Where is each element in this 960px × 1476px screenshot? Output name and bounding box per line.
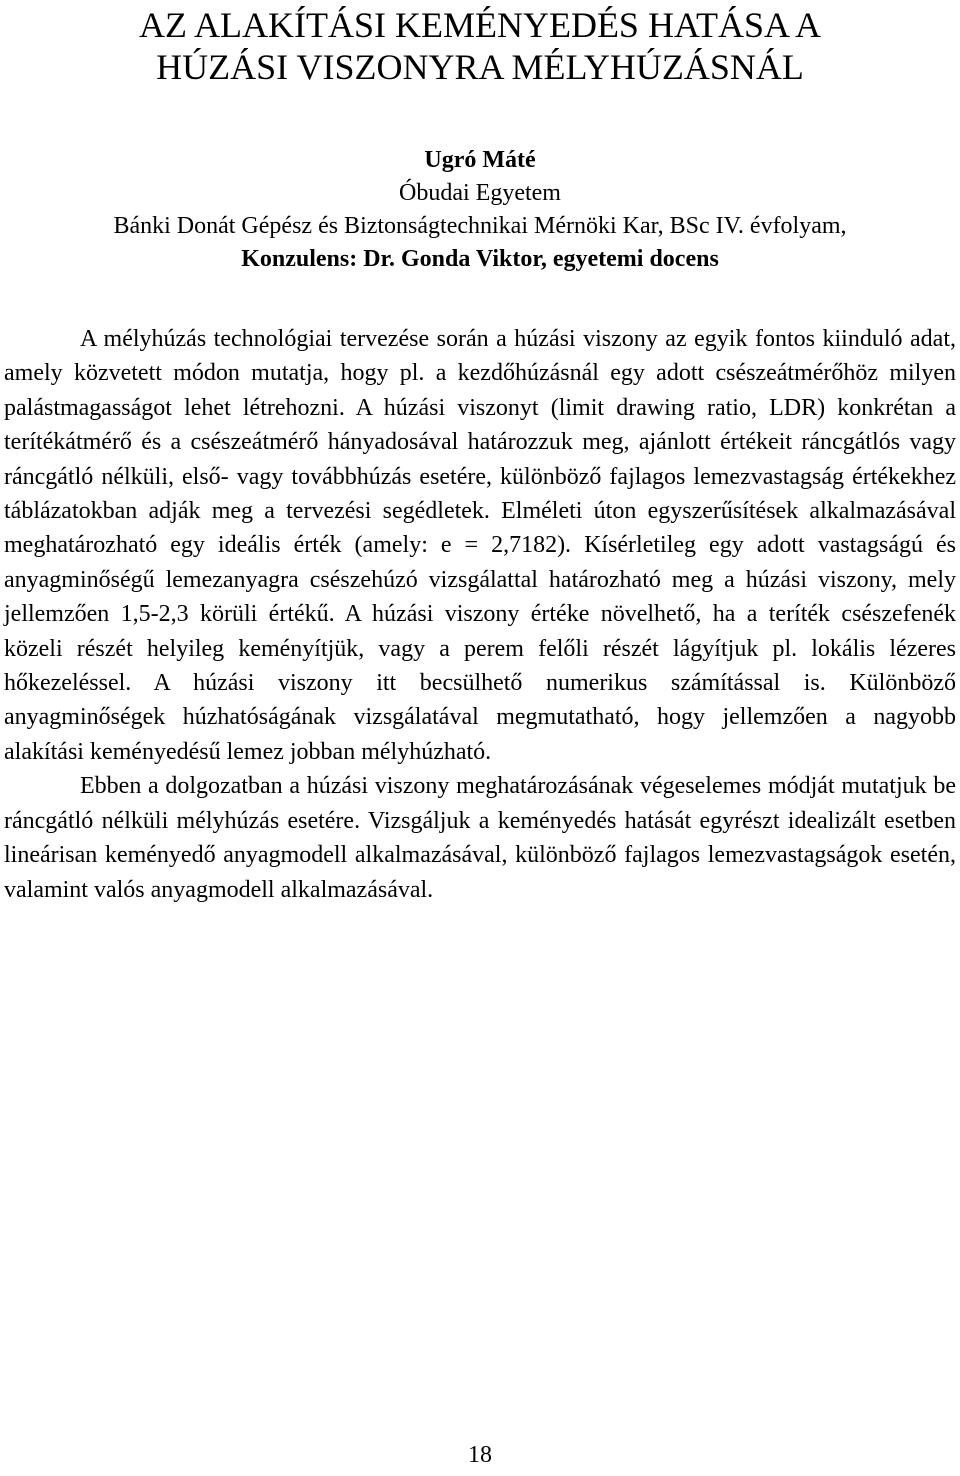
author-name: Ugró Máté [424,147,536,173]
title-line-1: AZ ALAKÍTÁSI KEMÉNYEDÉS HATÁSA A [139,5,821,45]
paper-title [0,4,960,88]
advisor-line [0,243,960,276]
abstract-body [4,322,956,907]
author-block [0,144,960,276]
abstract-paragraph-2: Ebben a dolgozatban a húzási viszony meghatározásának végeselemes módját mutatjuk be ráncgátló nélküli mélyhúzás esetére. Vizsgáljuk a keményedés hatását egyrészt idealizált esetben lineárisan keményedő anyagmodell alkalmazásával, különböző fajlagos lemezvastagságok esetén, valamint valós anyagmodell alkalmazásával. [4,773,956,903]
author-faculty: Bánki Donát Gépész és Biztonságtechnikai Mérnöki Kar, BSc IV. évfolyam, [113,213,847,239]
title-line-2: HÚZÁSI VISZONYRA MÉLYHÚZÁSNÁL [156,47,804,87]
abstract-paragraph-1: A mélyhúzás technológiai tervezése során a húzási viszony az egyik fontos kiinduló adat, amely közvetett módon mutatja, hogy pl. a kezdőhúzásnál egy adott csészeátmérőhöz milyen palástmagasságot lehet létrehozni. A húzási viszonyt (limit drawing ratio, LDR) konkrétan a terítékátmérő és a csészeátmérő hányadosával határozzuk meg, ajánlott értékeit ráncgátlós vagy ráncgátló nélküli, első- vagy továbbhúzás esetére, különböző fajlagos lemezvastagság értékekhez táblázatokban adják meg a tervezési segédletek. Elméleti úton egyszerűsítések alkalmazásával meghatározható egy ideális érték (amely: e = 2,7182). Kísérletileg egy adott vastagságú és anyagminőségű lemezanyagra csészehúzó vizsgálattal határozható meg a húzási viszony, mely jellemzően 1,5-2,3 körüli értékű. A húzási viszony értéke növelhető, ha a teríték csészefenék közeli részét helyileg keményítjük, vagy a perem felőli részét lágyítjuk pl. lokális lézeres hőkezeléssel. A húzási viszony itt becsülhető numerikus számítással is. Különböző anyagminőségek húzhatóságának vizsgálatával megmutatható, hogy jellemzően a nagyobb alakítási keményedésű lemez jobban mélyhúzható. [4,326,956,765]
page-number: 18 [468,1442,492,1468]
advisor-prefix: Konzulens: Dr. [241,246,395,272]
advisor-name: Gonda Viktor, egyetemi docens [395,246,719,272]
author-university: Óbudai Egyetem [399,180,561,206]
